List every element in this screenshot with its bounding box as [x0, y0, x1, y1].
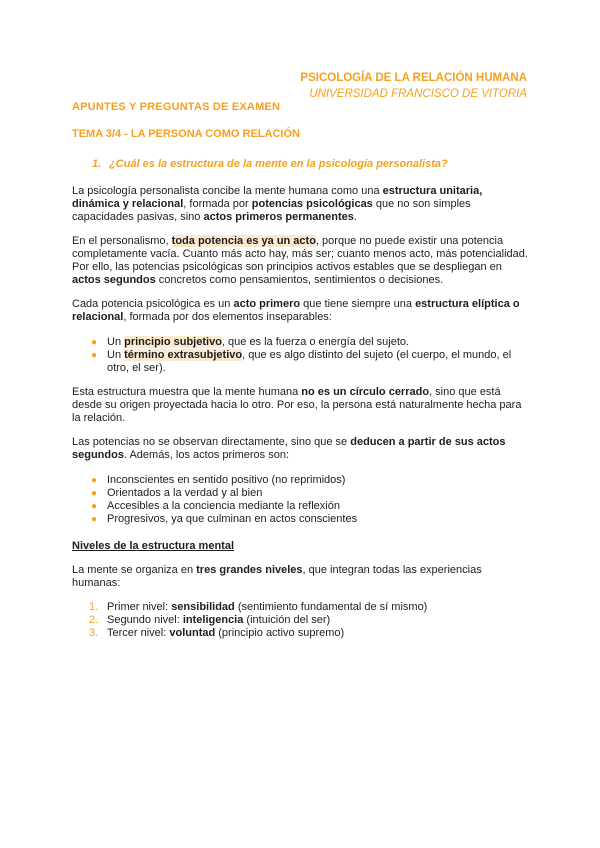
- tema-heading: TEMA 3/4 - LA PERSONA COMO RELACIÓN: [72, 128, 300, 140]
- actos-primeros-list: [72, 474, 528, 526]
- list-item: [72, 513, 528, 526]
- p2-text-c: , porque no puede existir una potencia completamente vacía. Cuanto más acto hay, más ser; cuanto menos acto, más potencialidad. Por ello, las potencias psicológicas son principios activos estables que se despliegan en: [72, 235, 528, 273]
- question-heading: [92, 158, 448, 170]
- item-text-a: Tercer nivel:: [107, 627, 170, 639]
- item-text-c: , que es la fuerza o energía del sujeto.: [221, 336, 410, 348]
- p1-text-a: La psicología personalista concibe la mente humana como una: [72, 185, 383, 197]
- p5-text-c: . Además, los actos primeros son:: [123, 449, 290, 461]
- p5-text-a: Las potencias no se observan directamente, sino que se: [72, 436, 351, 448]
- p2-text-e: concretos como pensamientos, sentimientos o decisiones.: [155, 274, 444, 286]
- bullet-icon: ●: [91, 514, 98, 525]
- p6-bold-b: tres grandes niveles: [196, 564, 303, 576]
- item-text: Orientados a la verdad y al bien: [107, 487, 263, 499]
- paragraph-5: [72, 436, 528, 462]
- item-text: Accesibles a la conciencia mediante la reflexión: [107, 500, 340, 512]
- list-item: [72, 474, 528, 487]
- item-text-a: Un: [107, 336, 125, 348]
- p3-text-c: que tiene siempre una: [300, 298, 416, 310]
- p4-text-a: Esta estructura muestra que la mente humana: [72, 386, 302, 398]
- question-text: ¿Cuál es la estructura de la mente en la psicología personalista?: [109, 158, 448, 170]
- item-highlight: término extrasubjetivo: [124, 349, 243, 361]
- item-number: 3.: [89, 627, 99, 639]
- item-highlight: principio subjetivo: [124, 336, 222, 348]
- list-item: [72, 601, 528, 614]
- item-text-a: Segundo nivel:: [107, 614, 183, 626]
- item-number: 1.: [89, 601, 99, 613]
- item-text: Progresivos, ya que culminan en actos conscientes: [107, 513, 358, 525]
- levels-list: [72, 601, 528, 640]
- paragraph-1: [72, 185, 528, 224]
- p1-bold-f: actos primeros permanentes: [203, 211, 354, 223]
- bullet-icon: ●: [91, 350, 98, 361]
- p1-bold-b: estructura unitaria, dinámica y relacional: [72, 185, 483, 210]
- item-bold: inteligencia: [182, 614, 244, 626]
- item-text-c: (intuición del ser): [243, 614, 331, 626]
- p2-highlight: toda potencia es ya un acto: [171, 235, 316, 247]
- item-bold: sensibilidad: [171, 601, 235, 613]
- bullet-icon: ●: [91, 501, 98, 512]
- item-text-c: (sentimiento fundamental de sí mismo): [234, 601, 428, 613]
- bullet-icon: ●: [91, 475, 98, 486]
- potencias-list: [72, 336, 528, 375]
- subheading-niveles: Niveles de la estructura mental: [72, 540, 235, 552]
- header-title: PSICOLOGÍA DE LA RELACIÓN HUMANA: [300, 72, 527, 84]
- item-text-c: (principio activo supremo): [215, 627, 345, 639]
- p6-text-c: , que integran todas las experiencias humanas:: [72, 564, 482, 589]
- p1-text-g: .: [353, 211, 357, 223]
- p3-text-a: Cada potencia psicológica es un: [72, 298, 234, 310]
- p2-text-a: En el personalismo,: [72, 235, 172, 247]
- item-bold: voluntad: [169, 627, 216, 639]
- item-text-c: , que es algo distinto del sujeto (el cuerpo, el mundo, el otro, el ser).: [107, 349, 512, 374]
- paragraph-3: [72, 298, 528, 324]
- list-item: [72, 627, 528, 640]
- item-text-a: Un: [107, 349, 125, 361]
- list-item: [72, 500, 528, 513]
- bullet-icon: ●: [91, 488, 98, 499]
- bullet-icon: ●: [91, 337, 98, 348]
- item-text: Inconscientes en sentido positivo (no reprimidos): [107, 474, 346, 486]
- list-item: [72, 336, 528, 349]
- list-item: [72, 614, 528, 627]
- paragraph-4: [72, 386, 528, 425]
- p6-text-a: La mente se organiza en: [72, 564, 197, 576]
- p5-bold-b: deducen a partir de sus actos segundos: [72, 436, 506, 461]
- p3-bold-d: estructura elíptica o relacional: [72, 298, 520, 323]
- list-item: [72, 487, 528, 500]
- p4-bold-b: no es un círculo cerrado: [301, 386, 430, 398]
- p3-text-e: , formada por dos elementos inseparables:: [123, 311, 332, 323]
- p1-text-e: que no son simples capacidades pasivas, sino: [72, 198, 471, 223]
- item-number: 2.: [89, 614, 99, 626]
- p3-bold-b: acto primero: [233, 298, 301, 310]
- p4-text-c: , sino que está desde su origen proyectada hacia lo otro. Por eso, la persona está naturalmente hecha para la relación.: [72, 386, 522, 424]
- question-number: 1.: [92, 158, 102, 170]
- header-subtitle: UNIVERSIDAD FRANCISCO DE VITORIA: [309, 88, 527, 100]
- paragraph-6: [72, 564, 528, 590]
- item-text-a: Primer nivel:: [107, 601, 172, 613]
- section-label: APUNTES Y PREGUNTAS DE EXAMEN: [72, 101, 281, 113]
- p1-bold-d: potencias psicológicas: [251, 198, 373, 210]
- p2-bold-d: actos segundos: [72, 274, 156, 286]
- p1-text-c: , formada por: [183, 198, 252, 210]
- paragraph-2: [72, 235, 528, 287]
- list-item: [72, 349, 528, 375]
